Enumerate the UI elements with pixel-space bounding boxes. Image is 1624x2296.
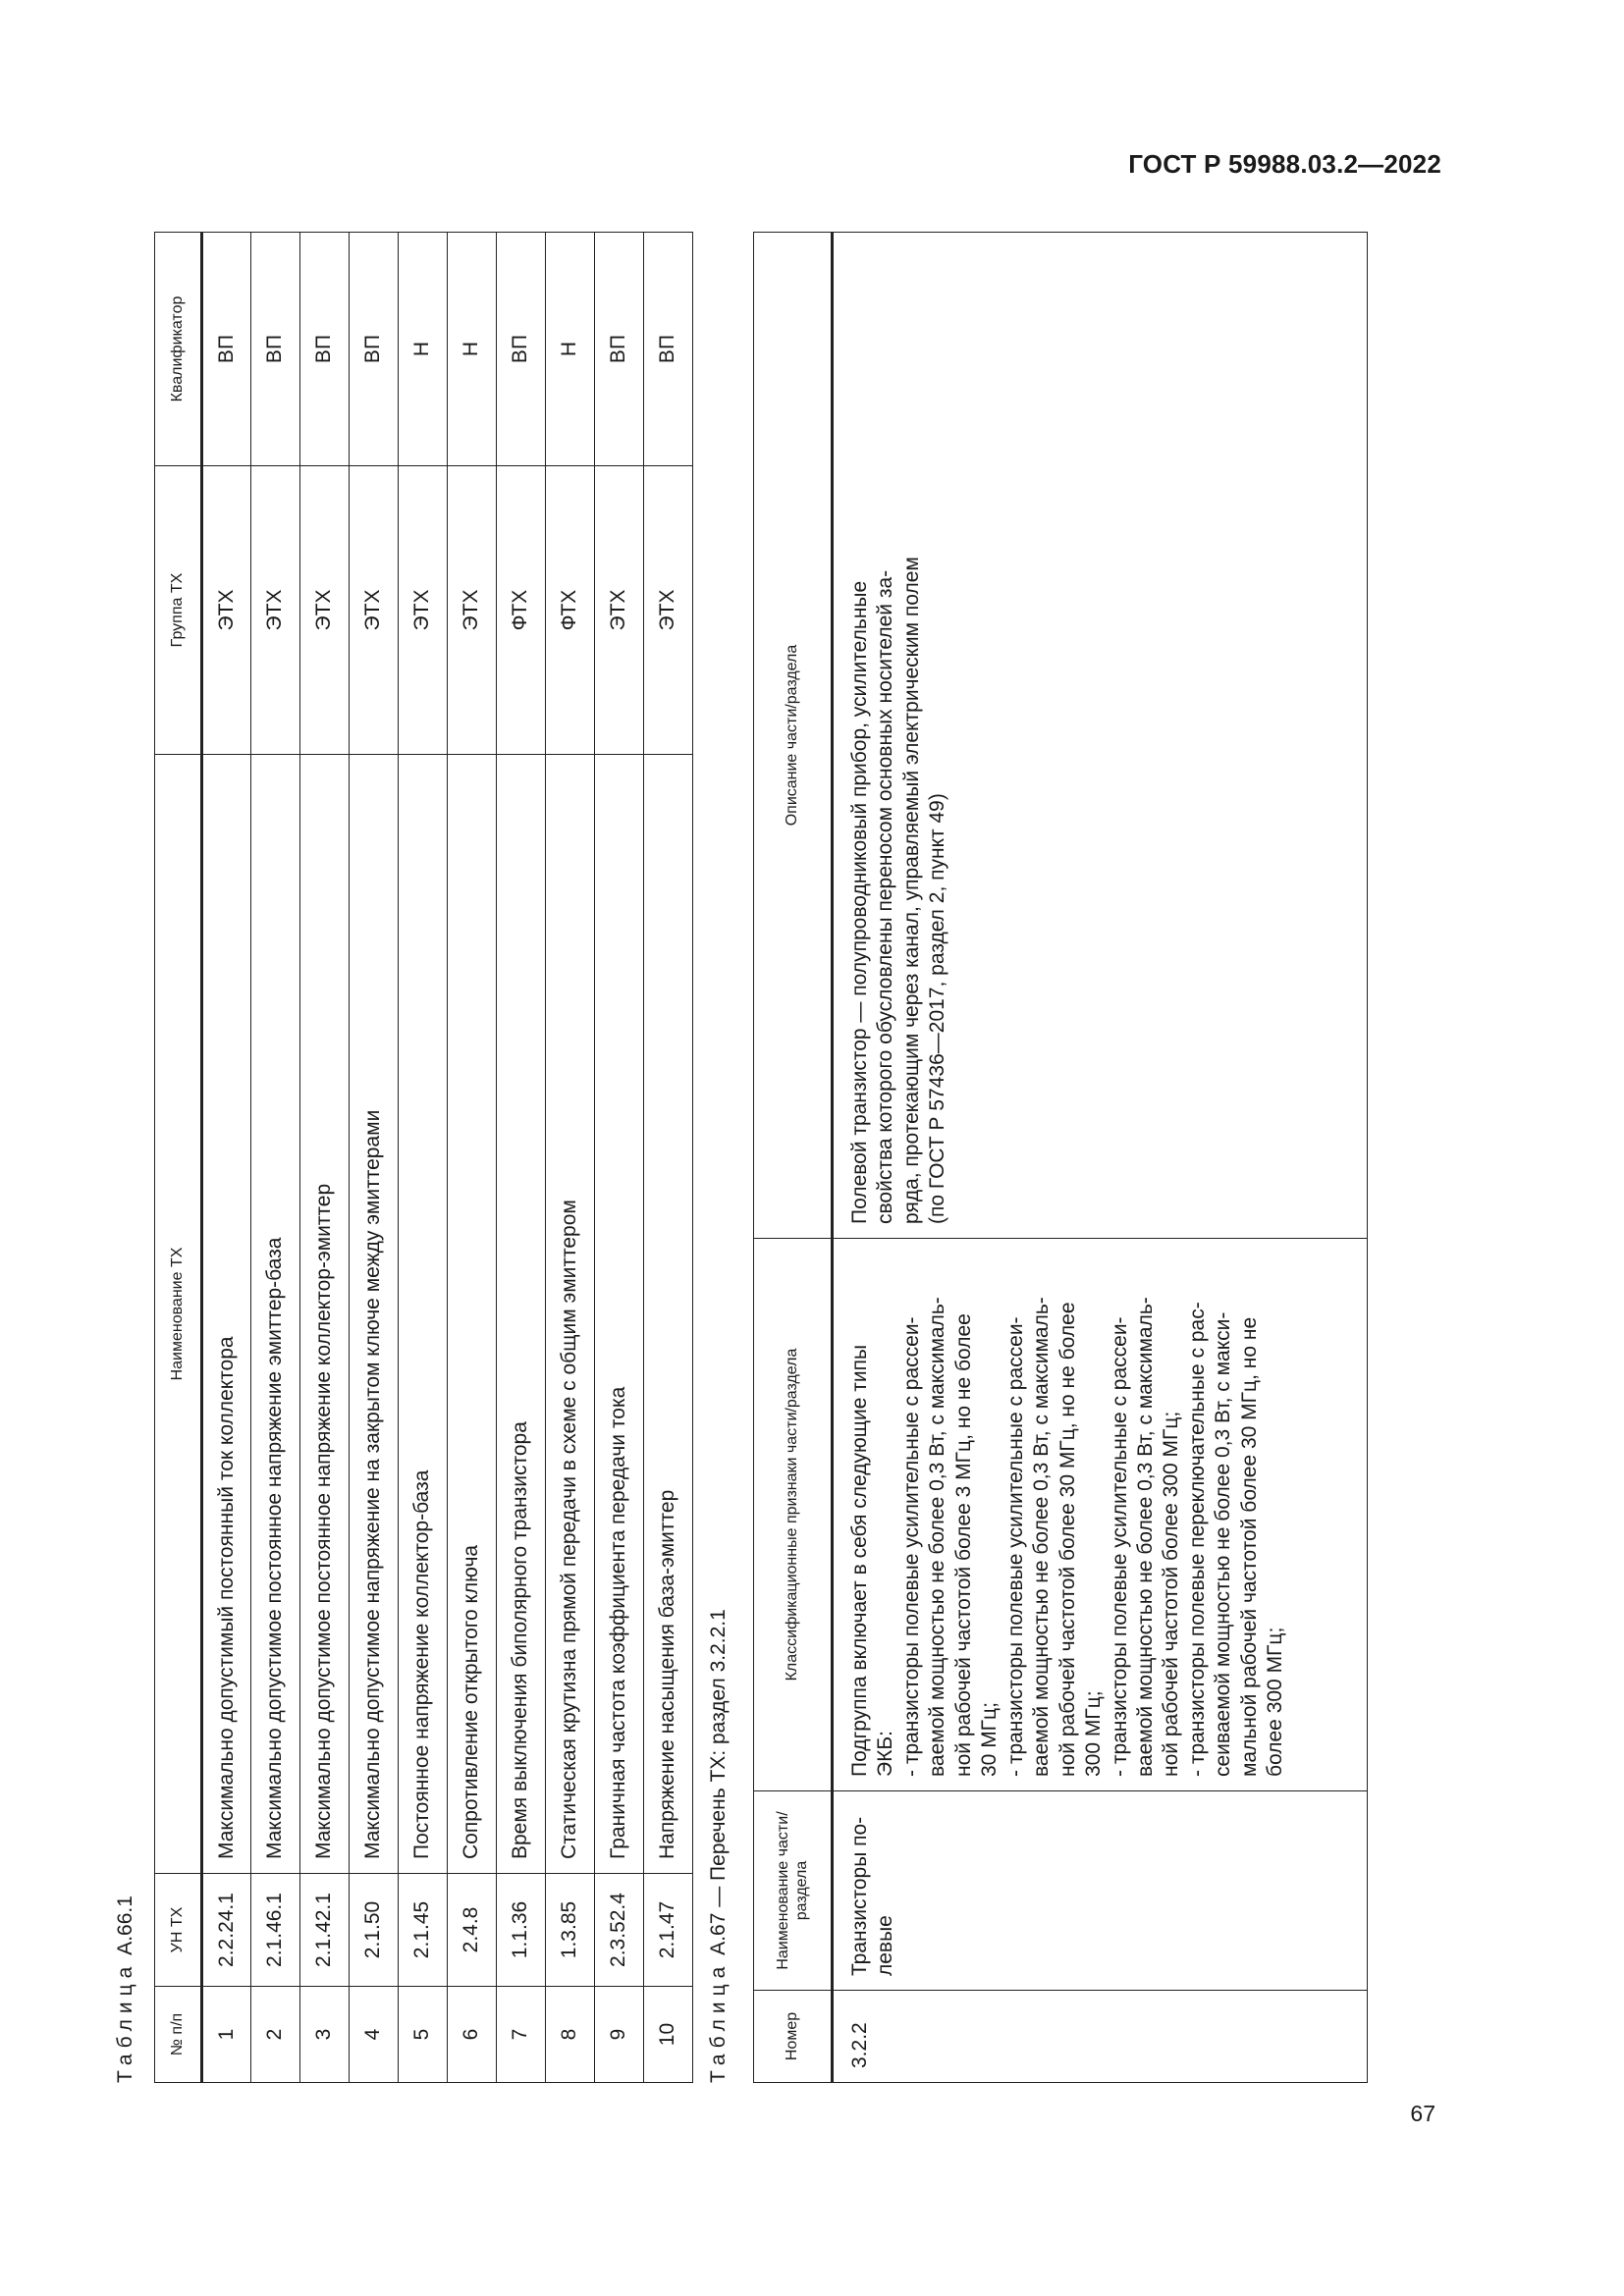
- table1-col-group: Группа ТХ: [155, 466, 202, 755]
- cell-group: ЭТХ: [350, 466, 399, 755]
- document-header: ГОСТ Р 59988.03.2—2022: [1128, 149, 1441, 179]
- cell-code: 2.1.50: [350, 1874, 399, 1987]
- table2-caption-word: Таблица: [707, 1960, 730, 2083]
- table2-col-name: Наименование части/ раздела: [754, 1791, 833, 1991]
- class-line: сеиваемой мощностью не более 0,3 Вт, с макси-: [1212, 1311, 1235, 1777]
- cell-number: 7: [497, 1987, 546, 2083]
- cell-group: ЭТХ: [448, 466, 497, 755]
- table-row: [399, 233, 448, 2083]
- cell-name: Сопротивление открытого ключа: [448, 755, 497, 1874]
- table1-col-code: УН ТХ: [155, 1874, 202, 1987]
- table-row: [251, 233, 300, 2083]
- cell-qualifier: Н: [399, 233, 448, 466]
- cell-number: 4: [350, 1987, 399, 2083]
- class-line: ваемой мощностью не более 0,3 Вт, с максималь-: [1030, 1297, 1054, 1777]
- table2-col-description: Описание части/раздела: [754, 233, 833, 1239]
- cell-code: 2.1.42.1: [300, 1874, 350, 1987]
- table-row: [202, 233, 251, 2083]
- class-line: - транзисторы полевые усилительные с рассеи-: [1003, 1316, 1027, 1777]
- table-row: [350, 233, 399, 2083]
- cell-qualifier: Н: [546, 233, 595, 466]
- class-line: - транзисторы полевые усилительные с рассеи-: [1108, 1316, 1131, 1777]
- cell-group: ЭТХ: [300, 466, 350, 755]
- table-row: [595, 233, 644, 2083]
- class-line: более 300 МГц;: [1264, 1627, 1287, 1777]
- table2-caption-label: А.67 — Перечень ТХ: раздел 3.2.2.1: [707, 1609, 730, 1955]
- table2-col-number: Номер: [754, 1991, 833, 2083]
- table-a66-1: [154, 232, 693, 2083]
- cell-name: Максимально допустимое постоянное напряжение эмиттер-база: [251, 755, 300, 1874]
- cell-qualifier: ВП: [251, 233, 300, 466]
- class-line: Подгруппа включает в себя следующие типы: [848, 1344, 871, 1777]
- table-row: [833, 233, 1368, 2083]
- class-line: ЭКБ:: [874, 1731, 897, 1777]
- cell-number: 5: [399, 1987, 448, 2083]
- table1-header-row: [155, 233, 202, 2083]
- table-a67: [753, 232, 1368, 2083]
- class-line: ной рабочей частотой более 30 МГц, но не более: [1056, 1302, 1079, 1777]
- cell-number: 1: [202, 1987, 251, 2083]
- class-line: - транзисторы полевые переключательные с рас-: [1185, 1302, 1209, 1777]
- class-line: ной рабочей частотой более 3 МГц, но не более: [951, 1313, 975, 1777]
- cell-number: 8: [546, 1987, 595, 2083]
- class-line: ваемой мощностью не более 0,3 Вт, с максималь-: [1133, 1297, 1157, 1777]
- cell-group: ЭТХ: [399, 466, 448, 755]
- table2-caption: [706, 1609, 731, 2083]
- table-row: [546, 233, 595, 2083]
- table1-caption-label: А.66.1: [114, 1896, 136, 1955]
- cell-group: ФТХ: [497, 466, 546, 755]
- cell-name: Максимально допустимый постоянный ток коллектора: [202, 755, 251, 1874]
- name-line: левые: [874, 1915, 897, 1976]
- table2-col-classification: Классификационные признаки части/раздела: [754, 1239, 833, 1791]
- cell-qualifier: ВП: [497, 233, 546, 466]
- name-line: Транзисторы по-: [848, 1816, 871, 1976]
- cell-code: 2.3.52.4: [595, 1874, 644, 1987]
- table2-header-row: [754, 233, 833, 2083]
- desc-line: ряда, протекающим через канал, управляемый электрическим полем: [899, 557, 923, 1224]
- class-line: ной рабочей частотой более 300 МГц;: [1160, 1411, 1183, 1777]
- table1-col-name: Наименование ТХ: [155, 755, 202, 1874]
- cell-name: [833, 1791, 1368, 1991]
- cell-group: ЭТХ: [595, 466, 644, 755]
- cell-code: 2.1.47: [644, 1874, 693, 1987]
- cell-qualifier: ВП: [644, 233, 693, 466]
- cell-code: 2.1.46.1: [251, 1874, 300, 1987]
- class-line: мальной рабочей частотой более 30 МГц, но не: [1237, 1316, 1261, 1777]
- class-line: 300 МГц;: [1082, 1690, 1106, 1777]
- class-line: ваемой мощностью не более 0,3 Вт, с максималь-: [926, 1297, 949, 1777]
- cell-qualifier: ВП: [300, 233, 350, 466]
- rotated-content: [113, 233, 1380, 2083]
- class-line: 30 МГц;: [978, 1702, 1001, 1777]
- cell-name: Максимально допустимое постоянное напряжение коллектор-эмиттер: [300, 755, 350, 1874]
- cell-code: 2.2.24.1: [202, 1874, 251, 1987]
- table1-caption-word: Таблица: [114, 1960, 136, 2083]
- cell-number: 3.2.2: [833, 1991, 1368, 2083]
- table1-col-number: № п/п: [155, 1987, 202, 2083]
- cell-name: Постоянное напряжение коллектор-база: [399, 755, 448, 1874]
- table-row: [644, 233, 693, 2083]
- cell-code: 2.1.45: [399, 1874, 448, 1987]
- cell-qualifier: ВП: [350, 233, 399, 466]
- cell-group: ЭТХ: [251, 466, 300, 755]
- cell-name: Напряжение насыщения база-эмиттер: [644, 755, 693, 1874]
- cell-name: Время выключения биполярного транзистора: [497, 755, 546, 1874]
- cell-description: [833, 233, 1368, 1239]
- table-row: [448, 233, 497, 2083]
- cell-number: 3: [300, 1987, 350, 2083]
- desc-line: (по ГОСТ Р 57436—2017, раздел 2, пункт 49): [926, 793, 949, 1224]
- cell-code: 1.3.85: [546, 1874, 595, 1987]
- cell-group: ЭТХ: [202, 466, 251, 755]
- cell-classification: [833, 1239, 1368, 1791]
- cell-number: 10: [644, 1987, 693, 2083]
- cell-number: 9: [595, 1987, 644, 2083]
- cell-qualifier: ВП: [595, 233, 644, 466]
- cell-number: 6: [448, 1987, 497, 2083]
- class-line: - транзисторы полевые усилительные с рассеи-: [899, 1316, 923, 1777]
- cell-name: Граничная частота коэффициента передачи тока: [595, 755, 644, 1874]
- cell-qualifier: ВП: [202, 233, 251, 466]
- cell-name: Максимально допустимое напряжение на закрытом ключе между эмиттерами: [350, 755, 399, 1874]
- cell-name: Статическая крутизна прямой передачи в схеме с общим эмиттером: [546, 755, 595, 1874]
- cell-code: 2.4.8: [448, 1874, 497, 1987]
- cell-number: 2: [251, 1987, 300, 2083]
- page-number: 67: [1410, 2101, 1435, 2126]
- table-row: [300, 233, 350, 2083]
- cell-group: ФТХ: [546, 466, 595, 755]
- table1-caption: [113, 1896, 138, 2083]
- cell-code: 1.1.36: [497, 1874, 546, 1987]
- cell-group: ЭТХ: [644, 466, 693, 755]
- cell-qualifier: Н: [448, 233, 497, 466]
- table-row: [497, 233, 546, 2083]
- desc-line: Полевой транзистор — полупроводниковый прибор, усилительные: [848, 580, 871, 1224]
- table1-col-qualifier: Квалификатор: [155, 233, 202, 466]
- desc-line: свойства которого обусловлены переносом основных носителей за-: [874, 569, 897, 1224]
